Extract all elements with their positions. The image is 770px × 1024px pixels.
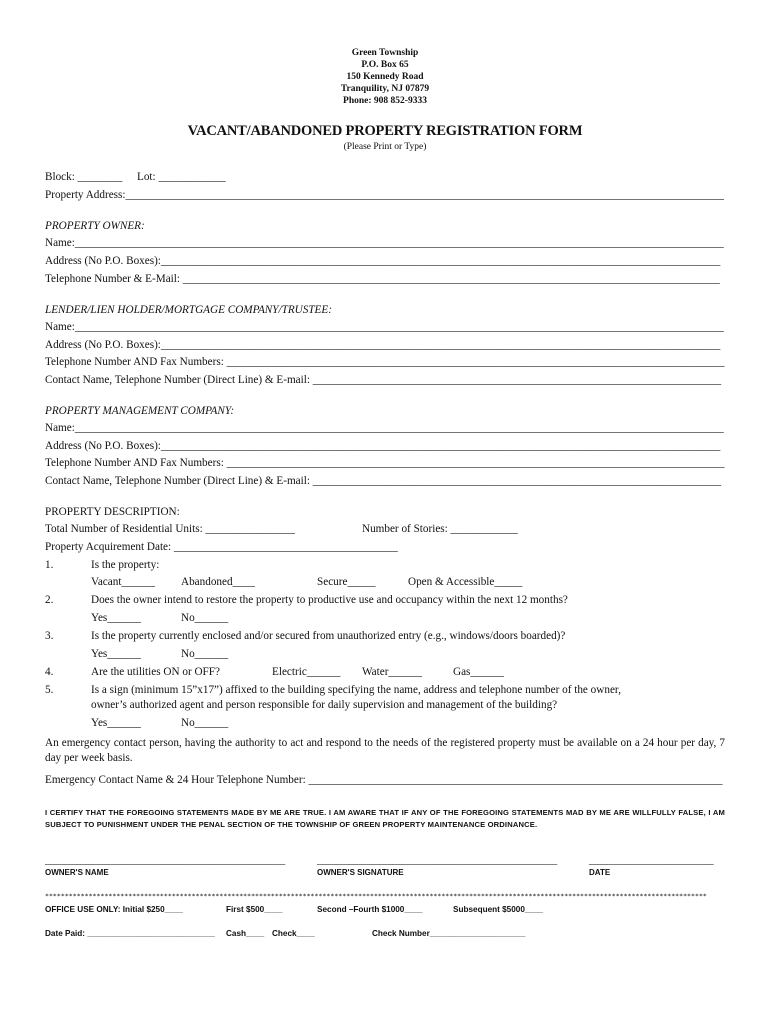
lender-name-field[interactable]: Name:____________________________________________________________________________________________________________________ — [45, 321, 724, 333]
header-org: Green Township — [351, 48, 419, 58]
date-label: DATE — [589, 868, 611, 877]
q3-no-option[interactable]: No______ — [181, 648, 229, 660]
question-number: 1. — [45, 559, 54, 571]
question-2-text: Does the owner intend to restore the property to productive use and occupancy within the next 12 months? — [91, 594, 568, 606]
question-4-text: Are the utilities ON or OFF? — [91, 666, 220, 678]
management-contact-field[interactable]: Contact Name, Telephone Number (Direct Line) & E-mail: _________________________________________________________________________ — [45, 475, 722, 487]
water-option[interactable]: Water______ — [362, 666, 422, 678]
office-use-initial: OFFICE USE ONLY: Initial $250____ — [45, 905, 183, 914]
residential-units-field[interactable]: Total Number of Residential Units: ________________ — [45, 523, 295, 535]
office-use-first: First $500____ — [226, 905, 283, 914]
office-check: Check____ — [272, 929, 315, 938]
header-city: Tranquility, NJ 07879 — [340, 84, 430, 94]
q2-yes-option[interactable]: Yes______ — [91, 612, 141, 624]
owner-name-line[interactable]: ______________________________________________________ — [45, 856, 286, 865]
owner-signature-line[interactable]: ______________________________________________________ — [317, 856, 558, 865]
electric-option[interactable]: Electric______ — [272, 666, 341, 678]
acquirement-date-field[interactable]: Property Acquirement Date: ________________________________________ — [45, 541, 398, 553]
owner-signature-label: OWNER'S SIGNATURE — [317, 868, 404, 877]
block-field[interactable]: Block: ________ — [45, 171, 123, 183]
lender-contact-field[interactable]: Contact Name, Telephone Number (Direct Line) & E-mail: _________________________________________________________________________ — [45, 374, 722, 386]
abandoned-option[interactable]: Abandoned____ — [181, 576, 255, 588]
certification-statement: I CERTIFY THAT THE FOREGOING STATEMENTS MADE BY ME ARE TRUE. I AM AWARE THAT IF ANY OF THE FOREGOING STATEMENTS MAD BY ME ARE WILLFULLY FALSE, I AM SUBJECT TO PUNISHMENT UNDER THE PENAL SECTION OF THE TOWNSHIP OF GREEN PROPERTY MAINTENANCE ORDINANCE. — [45, 808, 725, 829]
q5-yes-option[interactable]: Yes______ — [91, 717, 141, 729]
office-check-number: Check Number_____________________ — [372, 929, 526, 938]
q2-no-option[interactable]: No______ — [181, 612, 229, 624]
lender-section-heading: LENDER/LIEN HOLDER/MORTGAGE COMPANY/TRUSTEE: — [45, 304, 332, 316]
form-title: VACANT/ABANDONED PROPERTY REGISTRATION FORM — [187, 123, 583, 139]
question-1-text: Is the property: — [91, 559, 160, 571]
question-number: 2. — [45, 594, 54, 606]
management-phone-fax-field[interactable]: Telephone Number AND Fax Numbers: _________________________________________________________________________________________ — [45, 457, 725, 469]
header-phone: Phone: 908 852-9333 — [343, 96, 427, 106]
question-number: 3. — [45, 630, 54, 642]
office-cash: Cash____ — [226, 929, 265, 938]
management-section-heading: PROPERTY MANAGEMENT COMPANY: — [45, 405, 235, 417]
gas-option[interactable]: Gas______ — [453, 666, 504, 678]
owner-section-heading: PROPERTY OWNER: — [45, 220, 145, 232]
date-line[interactable]: ____________________________ — [589, 856, 714, 865]
question-5-text-line2: owner’s authorized agent and person responsible for daily supervision and management of the building? — [91, 699, 558, 711]
header-street: 150 Kennedy Road — [346, 72, 424, 82]
open-accessible-option[interactable]: Open & Accessible_____ — [408, 576, 523, 588]
question-number: 4. — [45, 666, 54, 678]
form-subtitle: (Please Print or Type) — [343, 142, 427, 152]
lot-field[interactable]: Lot: ____________ — [137, 171, 226, 183]
question-number: 5. — [45, 684, 54, 696]
q5-no-option[interactable]: No______ — [181, 717, 229, 729]
management-address-field[interactable]: Address (No P.O. Boxes):____________________________________________________________________________________________________ — [45, 440, 721, 452]
owner-phone-email-field[interactable]: Telephone Number & E-Mail: ________________________________________________________________________________________________ — [45, 273, 720, 285]
office-date-paid: Date Paid: ____________________________ — [45, 929, 215, 938]
owner-address-field[interactable]: Address (No P.O. Boxes):____________________________________________________________________________________________________ — [45, 255, 721, 267]
question-5-text-line1: Is a sign (minimum 15”x17”) affixed to the building specifying the name, address and telephone number of the owner, — [91, 684, 621, 696]
lender-phone-fax-field[interactable]: Telephone Number AND Fax Numbers: _________________________________________________________________________________________ — [45, 356, 725, 368]
lender-address-field[interactable]: Address (No P.O. Boxes):____________________________________________________________________________________________________ — [45, 339, 721, 351]
office-use-second-fourth: Second –Fourth $1000____ — [317, 905, 423, 914]
property-address-field[interactable]: Property Address:___________________________________________________________________________________________________________ — [45, 189, 725, 201]
question-3-text: Is the property currently enclosed and/or secured from unauthorized entry (e.g., windows/doors boarded)? — [91, 630, 566, 642]
emergency-contact-field[interactable]: Emergency Contact Name & 24 Hour Telephone Number: __________________________________________________________________________ — [45, 774, 723, 786]
management-name-field[interactable]: Name:____________________________________________________________________________________________________________________ — [45, 422, 724, 434]
header-po-box: P.O. Box 65 — [361, 60, 409, 70]
secure-option[interactable]: Secure_____ — [317, 576, 376, 588]
owner-name-label: OWNER'S NAME — [45, 868, 109, 877]
stories-field[interactable]: Number of Stories: ____________ — [362, 523, 518, 535]
office-use-subsequent: Subsequent $5000____ — [453, 905, 544, 914]
description-section-heading: PROPERTY DESCRIPTION: — [45, 506, 180, 518]
owner-name-field[interactable]: Name:____________________________________________________________________________________________________________________ — [45, 237, 724, 249]
emergency-paragraph: An emergency contact person, having the authority to act and respond to the needs of the registered property must be available on a 24 hour per day, 7 day per week basis. — [45, 737, 725, 764]
vacant-option[interactable]: Vacant______ — [91, 576, 155, 588]
q3-yes-option[interactable]: Yes______ — [91, 648, 141, 660]
asterisk-separator: *********************************************************************************************************************************************************************** — [45, 892, 707, 900]
